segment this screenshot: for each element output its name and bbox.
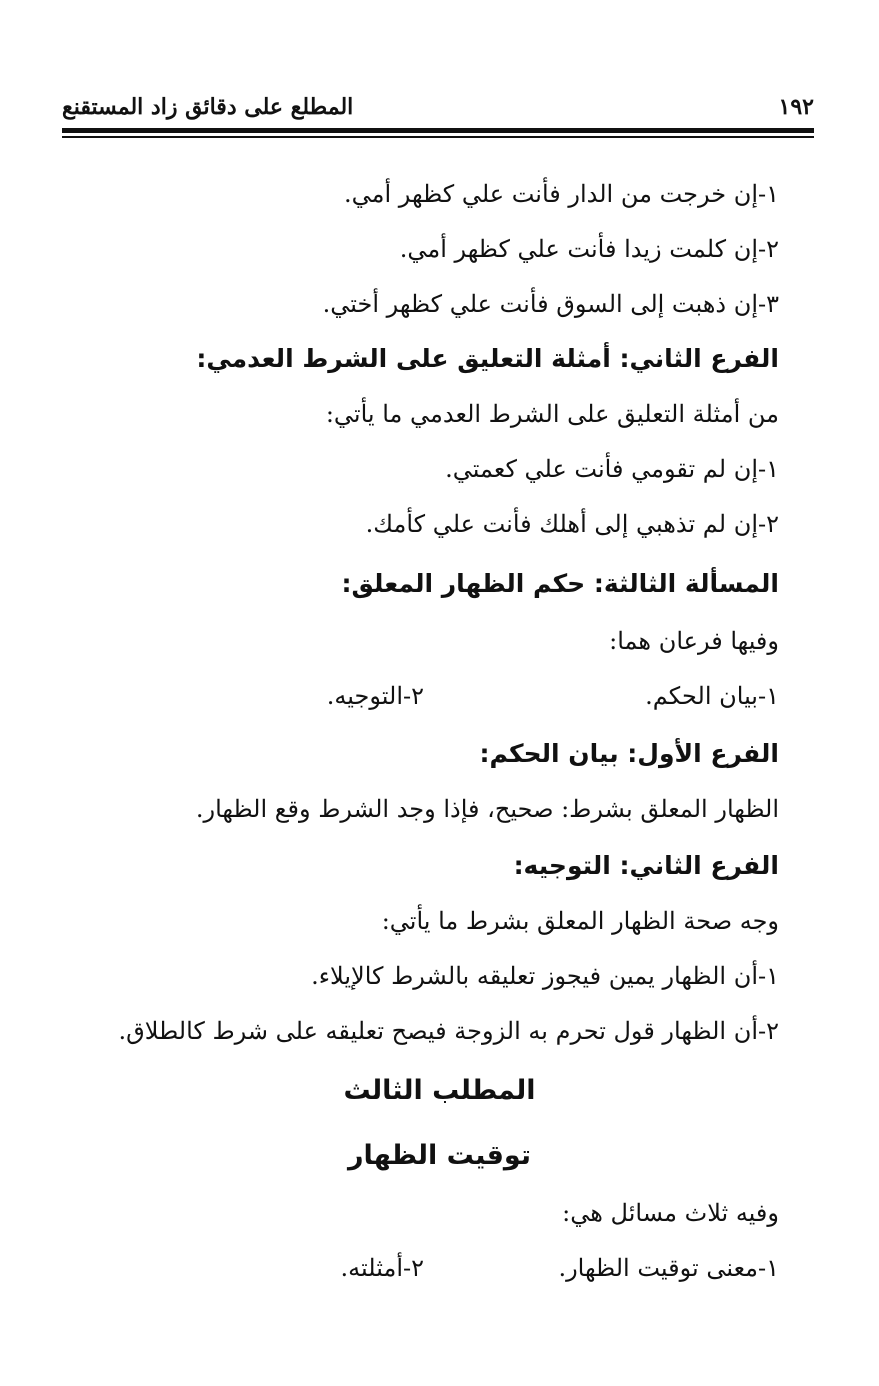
list-item: ١-بيان الحكم. [645,682,779,710]
paragraph-line: وفيها فرعان هما: [609,627,779,655]
paragraph-line: وجه صحة الظهار المعلق بشرط ما يأتي: [381,907,779,935]
header-rule-thick [62,128,814,133]
list-item: ٢-التوجيه. [326,682,424,710]
section-heading: المسألة الثالثة: حكم الظهار المعلق: [341,569,779,598]
section-heading: الفرع الأول: بيان الحكم: [479,739,779,768]
paragraph-line: ١-إن لم تقومي فأنت علي كعمتي. [445,455,779,483]
list-item: ١-معنى توقيت الظهار. [558,1254,779,1282]
paragraph-line: وفيه ثلاث مسائل هي: [562,1199,779,1227]
paragraph-line: ١-إن خرجت من الدار فأنت علي كظهر أمي. [343,180,779,208]
paragraph-line: ٢-إن لم تذهبي إلى أهلك فأنت علي كأمك. [365,510,779,538]
book-title: المطلع على دقائق زاد المستقنع [62,94,354,120]
paragraph-line: من أمثلة التعليق على الشرط العدمي ما يأتي: [325,400,779,428]
paragraph-line: الظهار المعلق بشرط: صحيح، فإذا وجد الشرط وقع الظهار. [195,795,779,823]
paragraph-line: ٢-أن الظهار قول تحرم به الزوجة فيصح تعليقه على شرط كالطلاق. [118,1017,779,1045]
paragraph-line: ٣-إن ذهبت إلى السوق فأنت علي كظهر أختي. [322,290,779,318]
paragraph-line: ١-أن الظهار يمين فيجوز تعليقه بالشرط كالإيلاء. [311,962,779,990]
section-heading: الفرع الثاني: أمثلة التعليق على الشرط العدمي: [196,344,779,373]
chapter-title: المطلب الثالث [343,1075,536,1106]
section-heading: الفرع الثاني: التوجيه: [513,851,779,880]
running-header [62,94,814,126]
paragraph-line: ٢-إن كلمت زيدا فأنت علي كظهر أمي. [399,235,779,263]
list-item: ٢-أمثلته. [340,1254,424,1282]
header-rule-thin [62,136,814,138]
page-number: ١٩٢ [778,94,814,120]
chapter-subtitle: توقيت الظهار [348,1140,531,1171]
